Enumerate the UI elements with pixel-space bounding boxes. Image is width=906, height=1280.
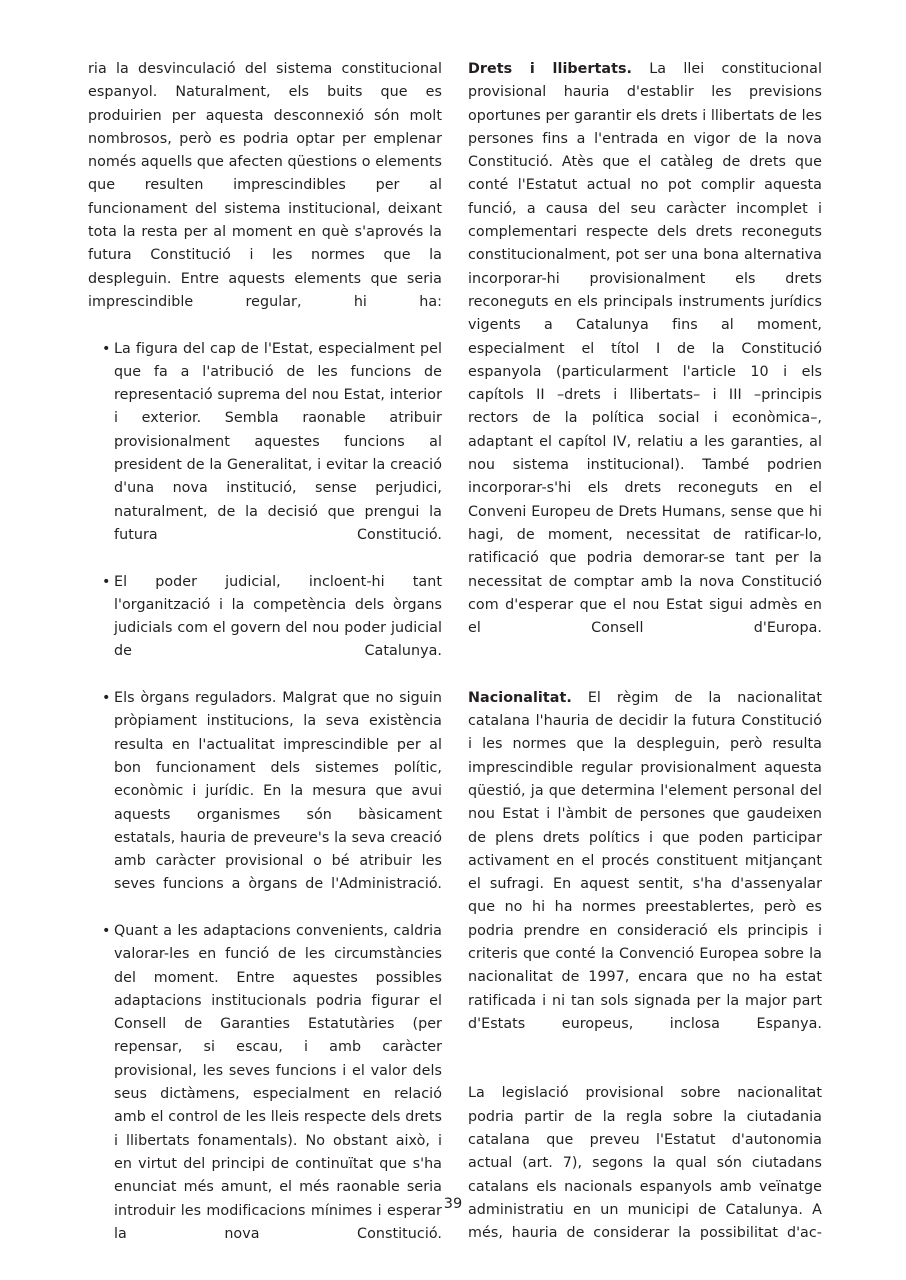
left-column	[88, 58, 442, 1242]
list-item-text: La figura del cap de l'Estat, especialment pel que fa a l'atribució de les funcions de representació suprema del nou Estat, interior i exterior. Sembla raonable atribuir provisionalment aquestes funcions al president de la Generalitat, i evitar la creació d'una nova institució, sense perjudici, naturalment, de la decisió que prengui la futura Constitució.	[114, 340, 442, 543]
bullet-list	[88, 338, 442, 1270]
right-column	[468, 58, 822, 1242]
list-item	[88, 687, 442, 920]
section-drets-i-llibertats	[468, 58, 822, 664]
section-legislacio-provisional	[468, 1082, 822, 1268]
list-item-text: Els òrgans reguladors. Malgrat que no siguin pròpiament institucions, la seva existència resulta en l'actualitat imprescindible per al bon funcionament dels sistemes polític, econòmic i jurídic. En la mesura que avui aquests organismes són bàsicament estatals, hauria de preveure's la seva creació amb caràcter provisional o bé atribuir les seves funcions a òrgans de l'Administració.	[114, 690, 442, 893]
section-heading: Drets i llibertats.	[468, 61, 633, 77]
bullet-icon: •	[102, 340, 111, 357]
list-item	[88, 338, 442, 571]
bullet-icon: •	[102, 690, 111, 707]
section-body: La llei constitucional provisional hauria d'establir les previsions oportunes per garantir els drets i llibertats de les persones fins a l'entrada en vigor de la nova Constitució. Atès que el catàleg de drets que conté l'Estatut actual no pot complir aquesta funció, a causa del seu caràcter incomplet i complementari respecte dels drets reconeguts constitucionalment, pot ser una bona alternativa incorporar-hi provisionalment els drets reconeguts en els principals instruments jurídics vigents a Catalunya fins al moment, especialment el títol I de la Constitució espanyola (particularment l'article 10 i els capítols II –drets i llibertats– i III –principis rectors de la política social i econòmica–, adaptant el capítol IV, relatiu a les garanties, al nou sistema institucional). També podrien incorporar-s'hi els drets reconeguts en el Conveni Europeu de Drets Humans, sense que hi hagi, de moment, necessitat de ratificar-lo, ratificació que podria demorar-se tant per la necessitat de comptar amb la nova Constitució com d'esperar que el nou Estat sigui admès en el Consell d'Europa.	[468, 61, 822, 637]
section-heading: Nacionalitat.	[468, 689, 572, 706]
list-item-text: Quant a les adaptacions convenients, caldria valorar-les en funció de les circumstàncies del moment. Entre aquestes possibles adaptacions institucionals podria figurar el Consell de Garanties Estatutàries (per repensar, si escau, i amb caràcter provisional, les seves funcions i el valor dels seus dictàmens, especialment en relació amb el control de les lleis respecte dels drets i llibertats fonamentals). No obstant això, i en virtut del principi de continuïtat que s'ha enunciat més amunt, el més raonable seria introduir les modificacions mínimes i esperar la nova Constitució.	[114, 922, 442, 1242]
section-nacionalitat	[468, 687, 822, 1060]
list-item	[88, 920, 442, 1269]
list-item-text: El poder judicial, incloent-hi tant l'organització i la competència dels òrgans judicials com el govern del nou poder judicial de Catalunya.	[114, 573, 442, 660]
continued-paragraph: ria la desvinculació del sistema constitucional espanyol. Naturalment, els buits que es produirien per aquesta desconnexió són molt nombrosos, però es podria optar per emplenar només aquells que afecten qüestions o elements que resulten imprescindibles per al funcionament del sistema institucional, deixant tota la resta per al moment en què s'aprovés la futura Constitució i les normes que la despleguin. Entre aquests elements que seria imprescindible regular, hi ha:	[88, 61, 442, 310]
bullet-icon: •	[102, 573, 111, 590]
list-item	[88, 571, 442, 687]
bullet-icon: •	[102, 922, 111, 939]
section-body: El règim de la nacionalitat catalana l'hauria de decidir la futura Constitució i les normes que la despleguin, però resulta imprescindible regular provisionalment aquesta qüestió, ja que determina l'element personal del nou Estat i l'àmbit de persones que gaudeixen de plens drets polítics i que poden participar activament en el procés constituent mitjançant el sufragi. En aquest sentit, s'ha d'assenyalar que no hi ha normes preestablertes, però es podria prendre en consideració els principis i criteris que conté la Convenció Europea sobre la nacionalitat de 1997, encara que no ha estat ratificada i ni tan sols signada per la major part d'Estats europeus, inclosa Espanya.	[468, 689, 822, 1032]
page-number: 39	[443, 1196, 463, 1212]
section-body: La legislació provisional sobre nacionalitat podria partir de la regla sobre la ciutadania catalana que preveu l'Estatut d'autonomia actual (art. 7), segons la qual són ciutadans catalans els nacionals espanyols amb veïnatge administratiu en un municipi de Catalunya. A més, hauria de considerar la possibilitat d'ac-	[468, 1085, 822, 1242]
